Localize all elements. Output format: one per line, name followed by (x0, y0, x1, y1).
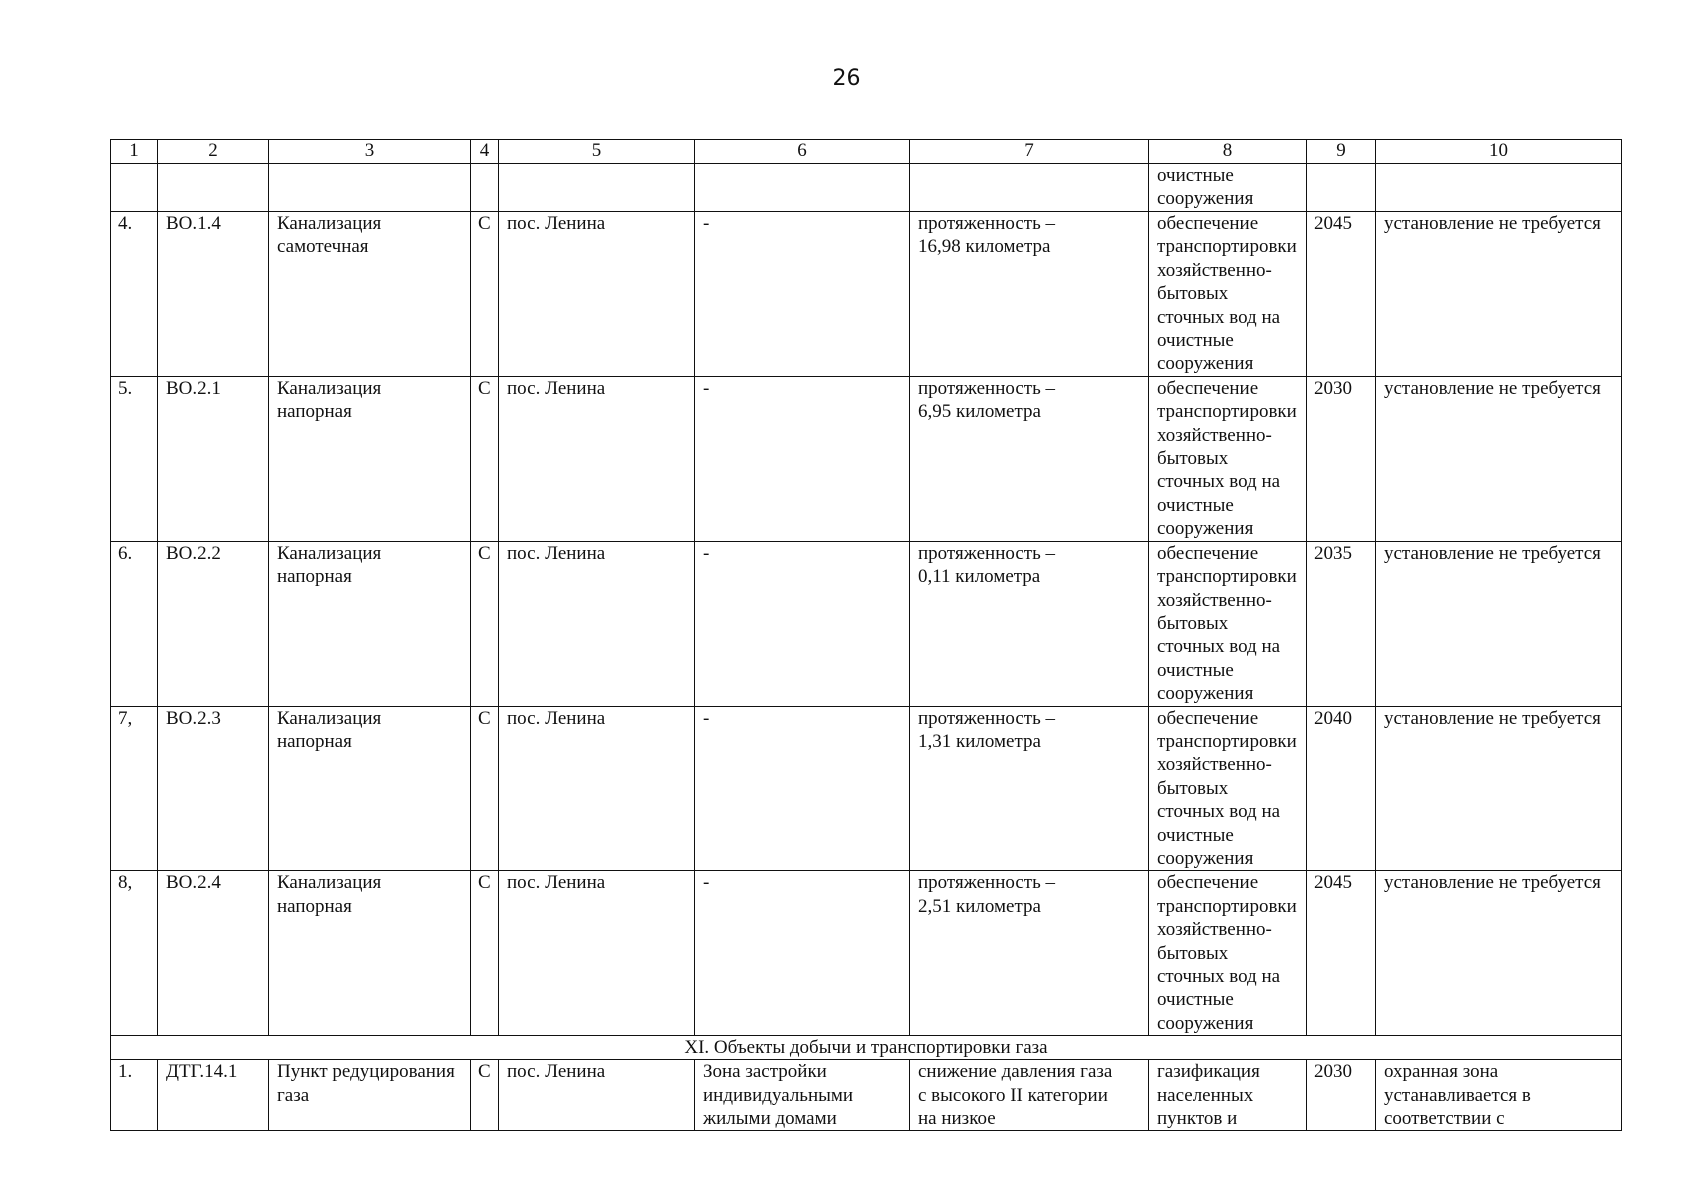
object-purpose: обеспечение транспортировки хозяйственно- бытовых сточных вод на очистные сооружения (1149, 212, 1307, 377)
object-location: пос. Ленина (499, 212, 695, 377)
table-cell (499, 164, 695, 212)
object-purpose: обеспечение транспортировки хозяйственно- бытовых сточных вод на очистные сооружения (1149, 706, 1307, 871)
page-number: 26 (832, 66, 861, 91)
object-status: С (471, 212, 499, 377)
header-cell: 8 (1149, 140, 1307, 164)
object-characteristics: протяженность – 1,31 километра (910, 706, 1149, 871)
object-name: Канализация напорная (269, 376, 471, 541)
table-row (111, 541, 1622, 706)
header-cell: 5 (499, 140, 695, 164)
table-row (111, 1060, 1622, 1131)
header-cell: 3 (269, 140, 471, 164)
object-code: ВО.2.2 (158, 541, 269, 706)
object-characteristics: протяженность – 16,98 километра (910, 212, 1149, 377)
object-location: пос. Ленина (499, 541, 695, 706)
object-location: пос. Ленина (499, 706, 695, 871)
object-code: ВО.2.3 (158, 706, 269, 871)
table-cell (471, 164, 499, 212)
object-characteristics: протяженность – 6,95 километра (910, 376, 1149, 541)
row-number: 8, (111, 871, 158, 1036)
object-code: ВО.2.4 (158, 871, 269, 1036)
table-cell (695, 164, 910, 212)
table-cell (269, 164, 471, 212)
header-cell: 2 (158, 140, 269, 164)
object-code: ВО.2.1 (158, 376, 269, 541)
object-location: пос. Ленина (499, 871, 695, 1036)
object-name: Канализация напорная (269, 871, 471, 1036)
object-protection: охранная зона устанавливается в соответствии с (1376, 1060, 1622, 1131)
header-cell: 1 (111, 140, 158, 164)
object-year: 2030 (1307, 376, 1376, 541)
object-status: С (471, 541, 499, 706)
object-zone: Зона застройки индивидуальными жилыми домами (695, 1060, 910, 1131)
object-purpose: обеспечение транспортировки хозяйственно- бытовых сточных вод на очистные сооружения (1149, 376, 1307, 541)
object-zone: - (695, 212, 910, 377)
object-purpose: газификация населенных пунктов и (1149, 1060, 1307, 1131)
object-code: ДТГ.14.1 (158, 1060, 269, 1131)
object-year: 2040 (1307, 706, 1376, 871)
row-number: 4. (111, 212, 158, 377)
header-cell: 4 (471, 140, 499, 164)
object-characteristics: снижение давления газа с высокого II категории на низкое (910, 1060, 1149, 1131)
object-code: ВО.1.4 (158, 212, 269, 377)
object-zone: - (695, 706, 910, 871)
object-status: С (471, 376, 499, 541)
table-row (111, 376, 1622, 541)
object-zone: - (695, 871, 910, 1036)
object-protection: установление не требуется (1376, 541, 1622, 706)
row-number: 1. (111, 1060, 158, 1131)
table-cell (1307, 164, 1376, 212)
object-protection: установление не требуется (1376, 376, 1622, 541)
object-name: Пункт редуцирования газа (269, 1060, 471, 1131)
object-characteristics: протяженность – 0,11 километра (910, 541, 1149, 706)
object-protection: установление не требуется (1376, 212, 1622, 377)
object-status: С (471, 706, 499, 871)
header-row (111, 140, 1622, 164)
table-row (111, 706, 1622, 871)
object-purpose: обеспечение транспортировки хозяйственно- бытовых сточных вод на очистные сооружения (1149, 871, 1307, 1036)
object-name: Канализация напорная (269, 541, 471, 706)
table-cell: очистные сооружения (1149, 164, 1307, 212)
object-location: пос. Ленина (499, 376, 695, 541)
table-cell (910, 164, 1149, 212)
section-title: XI. Объекты добычи и транспортировки газа (111, 1036, 1622, 1060)
table-row (111, 871, 1622, 1036)
table-row (111, 212, 1622, 377)
object-year: 2030 (1307, 1060, 1376, 1131)
row-number: 5. (111, 376, 158, 541)
row-number: 6. (111, 541, 158, 706)
header-cell: 10 (1376, 140, 1622, 164)
table-cell (111, 164, 158, 212)
object-zone: - (695, 541, 910, 706)
object-characteristics: протяженность – 2,51 километра (910, 871, 1149, 1036)
object-year: 2045 (1307, 212, 1376, 377)
section-header-row (111, 1036, 1622, 1060)
continuation-row (111, 164, 1622, 212)
row-number: 7, (111, 706, 158, 871)
table-cell (158, 164, 269, 212)
object-location: пос. Ленина (499, 1060, 695, 1131)
object-name: Канализация напорная (269, 706, 471, 871)
object-purpose: обеспечение транспортировки хозяйственно- бытовых сточных вод на очистные сооружения (1149, 541, 1307, 706)
object-status: С (471, 1060, 499, 1131)
header-cell: 7 (910, 140, 1149, 164)
object-protection: установление не требуется (1376, 706, 1622, 871)
object-name: Канализация самотечная (269, 212, 471, 377)
objects-table (110, 139, 1622, 1131)
header-cell: 9 (1307, 140, 1376, 164)
object-year: 2045 (1307, 871, 1376, 1036)
table-cell (1376, 164, 1622, 212)
object-year: 2035 (1307, 541, 1376, 706)
object-zone: - (695, 376, 910, 541)
object-protection: установление не требуется (1376, 871, 1622, 1036)
header-cell: 6 (695, 140, 910, 164)
object-status: С (471, 871, 499, 1036)
